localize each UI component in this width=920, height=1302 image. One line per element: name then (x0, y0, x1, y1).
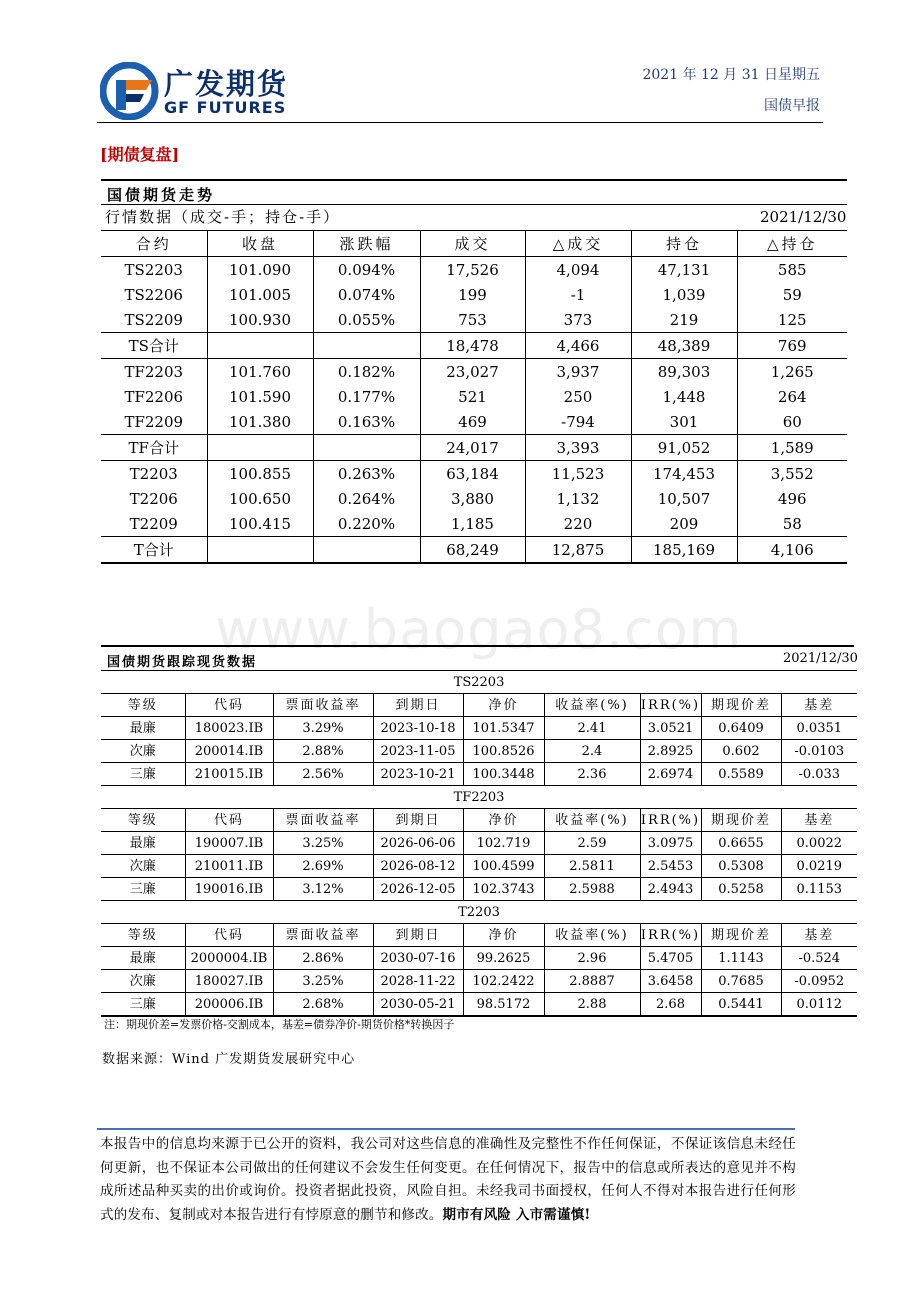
table-cell: 1,589 (737, 435, 847, 461)
table-cell: 最廉 (101, 717, 185, 740)
column-header: 到期日 (373, 924, 463, 947)
table-cell: 17,526 (420, 257, 525, 283)
table-cell: 99.2625 (463, 947, 544, 970)
table-cell: 58 (782, 514, 802, 533)
table-cell: 最廉 (101, 947, 185, 970)
table-cell: 469 (420, 409, 525, 435)
table-cell: 次廉 (101, 740, 185, 763)
table-cell: 199 (420, 282, 525, 307)
table-row (101, 993, 857, 1017)
table-cell: 220 (525, 511, 631, 537)
table-cell: -0.0103 (781, 740, 857, 763)
table-row (101, 435, 847, 461)
table-cell: 180027.IB (185, 970, 273, 993)
table-cell: 2.5988 (544, 878, 640, 901)
table-cell: 3.12% (273, 878, 373, 901)
table-cell: 3.25% (273, 832, 373, 855)
table-cell: 2023-10-18 (373, 717, 463, 740)
table-cell: 101.380 (207, 409, 313, 435)
table-cell: 5.4705 (640, 947, 701, 970)
table-cell: 2.41 (544, 717, 640, 740)
spot-table-header (101, 645, 854, 671)
table-cell: 753 (420, 307, 525, 333)
table-cell: 102.719 (463, 832, 544, 855)
disclaimer-text: 本报告中的信息均来源于已公开的资料，我公司对这些信息的准确性及完整性不作任何保证，不保证该信息未经任何更新，也不保证本公司做出的任何建议不会发生任何变更。在任何情况下，报告中的信息或所表达的意见并不构成所述品种买卖的出价或询价。投资者据此投资，风险自担。未经我司书面授权，任何人不得对本报告进行任何形式的发布、复制或对本报告进行有悖原意的删节和修改。 (100, 1136, 796, 1223)
table-cell: 1.1143 (701, 947, 781, 970)
table-cell: 2026-06-06 (373, 832, 463, 855)
table-cell: 91,052 (631, 435, 737, 461)
contract-group-row (101, 901, 857, 924)
table-cell: 4,106 (737, 537, 847, 564)
table-cell: 0.1153 (781, 878, 857, 901)
table-cell: 2030-07-16 (373, 947, 463, 970)
table-cell: 2.86% (273, 947, 373, 970)
table-cell: 209 (631, 511, 737, 537)
column-header: IRR(%) (640, 809, 701, 832)
table-cell: 100.855 (207, 461, 313, 487)
table-cell: TF2203 (101, 359, 207, 385)
table-cell: 3.0975 (640, 832, 701, 855)
table-cell: 2.5811 (544, 855, 640, 878)
table-cell: 219 (631, 307, 737, 333)
table-cell: 1,448 (631, 384, 737, 409)
table-header-row (101, 809, 857, 832)
table-cell: 47,131 (631, 257, 737, 283)
column-header: IRR(%) (640, 924, 701, 947)
table-cell: 0.6409 (701, 717, 781, 740)
table-cell: 3.6458 (640, 970, 701, 993)
market-table-date: 2021/12/30 (760, 208, 847, 226)
table-cell: TS2203 (101, 257, 207, 283)
table-cell: 373 (525, 307, 631, 333)
table-cell: 次廉 (101, 855, 185, 878)
column-header: 成交 (420, 231, 525, 257)
table-cell: 0.220% (313, 511, 420, 537)
table-cell: 2.88 (544, 993, 640, 1017)
market-table-title: 国债期货走势 (107, 186, 216, 204)
header-divider (97, 122, 823, 123)
table-row (101, 878, 857, 901)
table-cell: 102.3743 (463, 878, 544, 901)
table-cell: 3,880 (420, 486, 525, 511)
table-cell: 0.0022 (781, 832, 857, 855)
report-type: 国债早报 (764, 98, 820, 114)
table-note: 注：期现价差=发票价格-交割成本，基差=债券净价-期货价格*转换因子 (104, 1018, 455, 1031)
table-cell: 180023.IB (185, 717, 273, 740)
market-data-table (101, 230, 847, 564)
table-cell: 3.0521 (640, 717, 701, 740)
table-cell: 1,039 (631, 282, 737, 307)
table-cell: TF2206 (101, 384, 207, 409)
table-cell: 60 (782, 412, 802, 431)
table-cell: 11,523 (525, 461, 631, 487)
table-cell: 0.074% (313, 282, 420, 307)
market-table-header (101, 179, 847, 205)
table-cell: 190007.IB (185, 832, 273, 855)
column-header: 票面收益率 (273, 924, 373, 947)
table-cell: 100.4599 (463, 855, 544, 878)
watermark: www.baogao8.com (215, 598, 743, 661)
table-row (101, 486, 847, 511)
table-cell: 2028-11-22 (373, 970, 463, 993)
table-cell: 102.2422 (463, 970, 544, 993)
table-cell: -794 (525, 409, 631, 435)
column-header: 基差 (781, 694, 857, 717)
table-cell: 2.8887 (544, 970, 640, 993)
table-cell: 2.5453 (640, 855, 701, 878)
market-table-subtitle: 行情数据（成交-手；持仓-手） (105, 208, 341, 226)
table-cell: 210011.IB (185, 855, 273, 878)
table-cell: 101.090 (207, 257, 313, 283)
table-cell: 100.650 (207, 486, 313, 511)
table-cell: 2.68% (273, 993, 373, 1017)
table-cell: 2.4 (544, 740, 640, 763)
table-cell: 次廉 (101, 970, 185, 993)
table-cell: 63,184 (420, 461, 525, 487)
table-cell: -0.033 (781, 763, 857, 786)
table-cell: 2.59 (544, 832, 640, 855)
table-cell: 2026-12-05 (373, 878, 463, 901)
table-cell: 18,478 (420, 333, 525, 359)
risk-warning: 期市有风险 入市需谨慎! (442, 1206, 591, 1223)
table-cell: T合计 (101, 537, 207, 564)
table-cell: 4,466 (525, 333, 631, 359)
table-cell: 59 (782, 285, 802, 304)
table-cell: 264 (777, 387, 807, 406)
table-cell: 0.0351 (781, 717, 857, 740)
gf-logo-icon (100, 62, 160, 120)
table-cell: 2.8925 (640, 740, 701, 763)
table-row (101, 947, 857, 970)
table-cell: 100.415 (207, 511, 313, 537)
table-cell: 0.5308 (701, 855, 781, 878)
table-cell: 174,453 (631, 461, 737, 487)
table-cell: 0.5441 (701, 993, 781, 1017)
table-cell: 68,249 (420, 537, 525, 564)
table-cell: 101.005 (207, 282, 313, 307)
table-cell: 2.69% (273, 855, 373, 878)
table-row (101, 307, 847, 333)
table-cell: 496 (777, 489, 807, 508)
table-cell: 521 (420, 384, 525, 409)
table-cell: 0.602 (701, 740, 781, 763)
table-cell: 1,185 (420, 511, 525, 537)
table-cell: 100.3448 (463, 763, 544, 786)
column-header: 代码 (185, 924, 273, 947)
table-cell: -0.0952 (781, 970, 857, 993)
column-header: 等级 (101, 694, 185, 717)
table-cell (207, 435, 313, 461)
column-header: 净价 (463, 809, 544, 832)
contract-group-label: T2203 (101, 901, 857, 924)
table-cell: 最廉 (101, 832, 185, 855)
column-header: 期现价差 (701, 924, 781, 947)
table-cell: TS合计 (101, 333, 207, 359)
table-row (101, 409, 847, 435)
table-cell: 100.930 (207, 307, 313, 333)
column-header: 收盘 (207, 231, 313, 257)
table-cell: 0.182% (313, 359, 420, 385)
table-cell: 2000004.IB (185, 947, 273, 970)
table-cell: 250 (525, 384, 631, 409)
data-source: 数据来源：Wind 广发期货发展研究中心 (102, 1052, 356, 1067)
table-cell: 2.6974 (640, 763, 701, 786)
table-cell: 210015.IB (185, 763, 273, 786)
column-header: IRR(%) (640, 694, 701, 717)
column-header: 期现价差 (701, 809, 781, 832)
disclaimer (100, 1133, 796, 1227)
company-logo (100, 62, 335, 120)
table-cell: 23,027 (420, 359, 525, 385)
table-cell (313, 435, 420, 461)
report-date: 2021 年 12 月 31 日星期五 (642, 67, 820, 83)
table-cell: -1 (525, 282, 631, 307)
table-cell: 0.6655 (701, 832, 781, 855)
table-cell: 2030-05-21 (373, 993, 463, 1017)
column-header: 基差 (781, 924, 857, 947)
contract-group-label: TF2203 (101, 786, 857, 809)
table-cell: 101.760 (207, 359, 313, 385)
table-row (101, 333, 847, 359)
column-header: 涨跌幅 (313, 231, 420, 257)
table-cell (313, 333, 420, 359)
table-cell (207, 333, 313, 359)
table-cell: 301 (631, 409, 737, 435)
table-cell: 2.56% (273, 763, 373, 786)
column-header: 期现价差 (701, 694, 781, 717)
column-header: 代码 (185, 694, 273, 717)
table-cell: 2.36 (544, 763, 640, 786)
column-header: 收益率(%) (544, 694, 640, 717)
table-cell: 125 (777, 310, 807, 329)
spot-table-title: 国债期货跟踪现货数据 (107, 655, 258, 670)
table-cell: 0.0219 (781, 855, 857, 878)
table-cell (313, 537, 420, 564)
table-cell: 0.055% (313, 307, 420, 333)
table-cell: 200006.IB (185, 993, 273, 1017)
table-cell: 2023-10-21 (373, 763, 463, 786)
table-cell: 3,393 (525, 435, 631, 461)
table-cell: 12,875 (525, 537, 631, 564)
column-header: 持仓 (631, 231, 737, 257)
table-cell: 0.0112 (781, 993, 857, 1017)
spot-table-date: 2021/12/30 (783, 651, 858, 666)
column-header: 到期日 (373, 694, 463, 717)
table-cell: TS2206 (101, 282, 207, 307)
column-header: 基差 (781, 809, 857, 832)
contract-group-row (101, 786, 857, 809)
logo-english-name: GF FUTURES (164, 98, 287, 117)
column-header: 收益率(%) (544, 924, 640, 947)
table-cell: 3,937 (525, 359, 631, 385)
table-row (101, 855, 857, 878)
column-header: 收益率(%) (544, 809, 640, 832)
column-header: 票面收益率 (273, 809, 373, 832)
table-cell: 0.5258 (701, 878, 781, 901)
table-cell: TF合计 (101, 435, 207, 461)
table-row (101, 461, 847, 487)
table-cell: 1,265 (770, 362, 814, 381)
column-header: 到期日 (373, 809, 463, 832)
table-cell: 2.4943 (640, 878, 701, 901)
table-cell: 101.590 (207, 384, 313, 409)
table-cell: 101.5347 (463, 717, 544, 740)
table-row (101, 257, 847, 283)
table-cell: 2026-08-12 (373, 855, 463, 878)
table-header-row (101, 694, 857, 717)
table-cell: 185,169 (631, 537, 737, 564)
column-header: 票面收益率 (273, 694, 373, 717)
table-row (101, 717, 857, 740)
table-cell: 4,094 (525, 257, 631, 283)
column-header: 净价 (463, 694, 544, 717)
table-row (101, 740, 857, 763)
column-header: △持仓 (737, 231, 847, 257)
table-cell: 190016.IB (185, 878, 273, 901)
table-header-row (101, 231, 847, 257)
table-cell: 2.96 (544, 947, 640, 970)
table-header-row (101, 924, 857, 947)
table-cell: 三廉 (101, 763, 185, 786)
table-cell: 0.264% (313, 486, 420, 511)
table-cell: 0.7685 (701, 970, 781, 993)
disclaimer-divider (97, 1128, 795, 1130)
column-header: △成交 (525, 231, 631, 257)
table-cell: 10,507 (631, 486, 737, 511)
section-title: [期债复盘] (100, 145, 180, 164)
table-cell: 0.5589 (701, 763, 781, 786)
table-cell: 3.29% (273, 717, 373, 740)
table-cell: T2206 (101, 486, 207, 511)
table-cell: 100.8526 (463, 740, 544, 763)
table-cell: TS2209 (101, 307, 207, 333)
table-cell: 48,389 (631, 333, 737, 359)
spot-tracking-table (101, 670, 857, 1017)
table-cell: TF2209 (101, 409, 207, 435)
table-cell: T2203 (101, 461, 207, 487)
column-header: 净价 (463, 924, 544, 947)
table-cell: 三廉 (101, 878, 185, 901)
table-row (101, 832, 857, 855)
table-cell: -0.524 (781, 947, 857, 970)
table-cell: 3.25% (273, 970, 373, 993)
table-cell: 1,132 (525, 486, 631, 511)
table-row (101, 384, 847, 409)
table-cell: 769 (737, 333, 847, 359)
table-cell: 3,552 (770, 464, 814, 483)
contract-group-row (101, 671, 857, 694)
table-cell: 2.88% (273, 740, 373, 763)
contract-group-label: TS2203 (101, 671, 857, 694)
table-row (101, 282, 847, 307)
table-cell: 三廉 (101, 993, 185, 1017)
table-cell: 2023-11-05 (373, 740, 463, 763)
table-row (101, 970, 857, 993)
table-cell: 0.163% (313, 409, 420, 435)
table-row (101, 511, 847, 537)
table-cell: 0.263% (313, 461, 420, 487)
table-cell: 89,303 (631, 359, 737, 385)
column-header: 代码 (185, 809, 273, 832)
column-header: 等级 (101, 809, 185, 832)
table-cell: 0.094% (313, 257, 420, 283)
table-cell (207, 537, 313, 564)
table-cell: 0.177% (313, 384, 420, 409)
column-header: 等级 (101, 924, 185, 947)
table-cell: 98.5172 (463, 993, 544, 1017)
column-header: 合约 (101, 231, 207, 257)
table-row (101, 359, 847, 385)
table-cell: 585 (777, 260, 807, 279)
table-cell: T2209 (101, 511, 207, 537)
table-row (101, 763, 857, 786)
table-cell: 2.68 (640, 993, 701, 1017)
table-row (101, 537, 847, 564)
table-cell: 24,017 (420, 435, 525, 461)
table-cell: 200014.IB (185, 740, 273, 763)
logo-chinese-name: 广发期货 (164, 67, 289, 101)
